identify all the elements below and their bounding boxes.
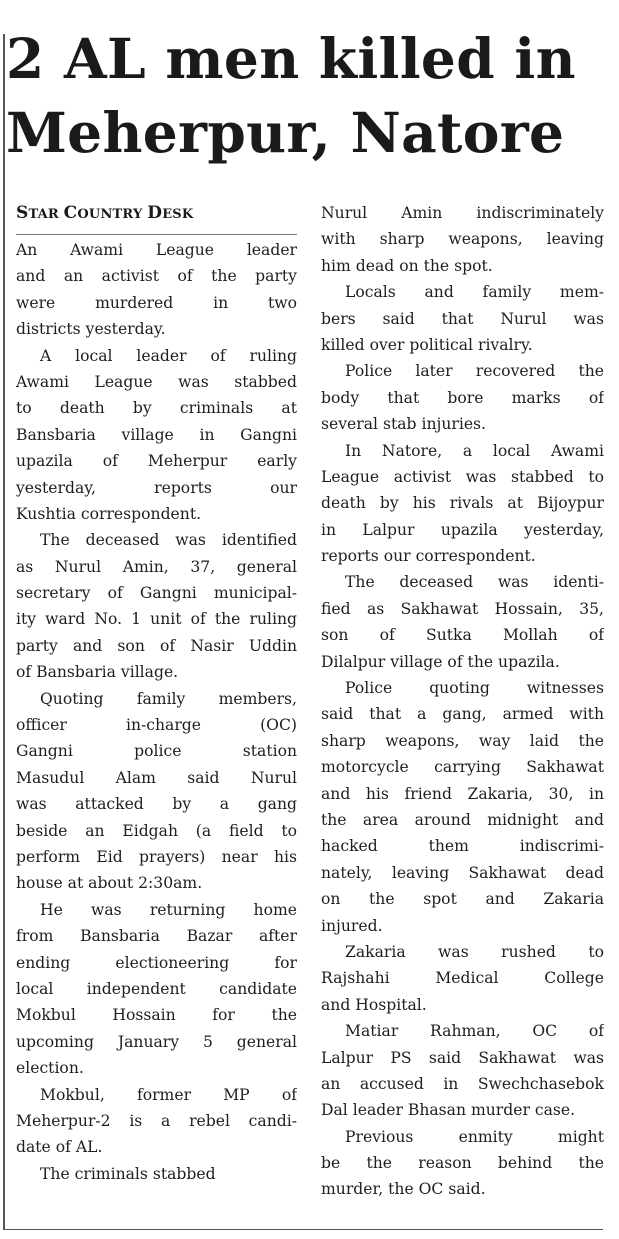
article-line: ending electioneering for bbox=[16, 953, 297, 972]
headline-line: Meherpur, Natore bbox=[6, 100, 565, 165]
article-line: An Awami League leader bbox=[16, 241, 297, 259]
article-line: Nurul Amin indiscriminately bbox=[321, 204, 604, 222]
article-paragraph bbox=[321, 279, 604, 358]
article-line: date of AL. bbox=[16, 1138, 103, 1157]
article-line: fied as Sakhawat Hossain, 35, bbox=[321, 599, 604, 618]
article-line: Lalpur PS said Sakhawat was bbox=[321, 1048, 604, 1067]
article-line: Mokbul, former MP of bbox=[40, 1085, 297, 1104]
article-paragraph bbox=[16, 1161, 297, 1187]
article-line: murder, the OC said. bbox=[321, 1180, 486, 1199]
article-line: with sharp weapons, leaving bbox=[321, 230, 604, 249]
article-line: Quoting family members, bbox=[40, 689, 297, 708]
article-body-right bbox=[321, 200, 604, 1203]
article-line: and an activist of the party bbox=[16, 267, 297, 286]
article-line: election. bbox=[16, 1059, 84, 1078]
article-paragraph bbox=[16, 527, 297, 685]
article-column-left bbox=[16, 200, 297, 1187]
article-line: body that bore marks of bbox=[321, 388, 604, 407]
article-line: be the reason behind the bbox=[321, 1154, 604, 1173]
article-line: perform Eid prayers) near his bbox=[16, 847, 297, 866]
article-paragraph bbox=[16, 686, 297, 897]
article-line: party and son of Nasir Uddin bbox=[16, 636, 297, 655]
byline-rule bbox=[16, 234, 297, 235]
article-line: hacked them indiscrimi- bbox=[321, 837, 604, 856]
article-line: killed over political rivalry. bbox=[321, 335, 533, 354]
article-line: motorcycle carrying Sakhawat bbox=[321, 758, 604, 777]
headline-line: 2 AL men killed in bbox=[6, 26, 576, 91]
article-paragraph bbox=[16, 343, 297, 528]
article-line: Police quoting witnesses bbox=[345, 679, 604, 698]
article-line: on the spot and Zakaria bbox=[321, 890, 604, 909]
article-line: Gangni police station bbox=[16, 742, 297, 761]
article-body-left bbox=[16, 237, 297, 1187]
article-paragraph bbox=[321, 569, 604, 675]
article-paragraph bbox=[321, 675, 604, 939]
article-line: as Nurul Amin, 37, general bbox=[16, 557, 297, 576]
article-line: districts yesterday. bbox=[16, 320, 166, 339]
article-line: house at about 2:30am. bbox=[16, 874, 203, 893]
article-line: to death by criminals at bbox=[16, 399, 297, 418]
article-line: local independent candidate bbox=[16, 979, 297, 998]
article-line: The deceased was identi- bbox=[345, 573, 604, 592]
article-line: He was returning home bbox=[40, 900, 297, 919]
article-line: Matiar Rahman, OC of bbox=[345, 1022, 604, 1041]
article-line: upazila of Meherpur early bbox=[16, 452, 297, 471]
bottom-rule bbox=[3, 1229, 603, 1230]
article-line: was attacked by a gang bbox=[16, 795, 297, 814]
article-line: Rajshahi Medical College bbox=[321, 969, 604, 988]
article-paragraph bbox=[16, 1082, 297, 1161]
article-paragraph bbox=[321, 939, 604, 1018]
article-column-right bbox=[321, 200, 604, 1203]
article-line: Zakaria was rushed to bbox=[345, 942, 604, 961]
article-line: League activist was stabbed to bbox=[321, 467, 604, 486]
article-line: beside an Eidgah (a field to bbox=[16, 821, 297, 840]
article-line: injured. bbox=[321, 916, 383, 935]
byline: STAR COUNTRY DESK bbox=[16, 203, 194, 223]
article-line: officer in-charge (OC) bbox=[16, 716, 297, 735]
article-line: Police later recovered the bbox=[345, 362, 604, 381]
article-line: Dal leader Bhasan murder case. bbox=[321, 1101, 576, 1120]
left-column-rule bbox=[3, 34, 5, 1229]
article-line: Locals and family mem- bbox=[345, 283, 604, 302]
article-line: The criminals stabbed bbox=[40, 1164, 216, 1183]
article-paragraph bbox=[321, 438, 604, 570]
article-paragraph bbox=[16, 237, 297, 343]
article-line: sharp weapons, way laid the bbox=[321, 731, 604, 750]
article-line: Masudul Alam said Nurul bbox=[16, 768, 297, 787]
article-line: him dead on the spot. bbox=[321, 256, 493, 275]
article-line: of Bansbaria village. bbox=[16, 663, 179, 682]
article-line: In Natore, a local Awami bbox=[345, 441, 604, 460]
article-line: death by his rivals at Bijoypur bbox=[321, 494, 604, 513]
article-line: The deceased was identified bbox=[40, 531, 297, 550]
article-paragraph bbox=[321, 358, 604, 437]
article-line: yesterday, reports our bbox=[16, 478, 297, 497]
article-line: A local leader of ruling bbox=[40, 346, 297, 365]
article-line: Mokbul Hossain for the bbox=[16, 1006, 297, 1025]
article-line: said that a gang, armed with bbox=[321, 705, 604, 724]
article-paragraph bbox=[321, 200, 604, 279]
article-line: nately, leaving Sakhawat dead bbox=[321, 863, 604, 882]
article-line: Kushtia correspondent. bbox=[16, 504, 202, 523]
article-line: reports our correspondent. bbox=[321, 547, 536, 566]
article-line: ity ward No. 1 unit of the ruling bbox=[16, 610, 297, 629]
article-line: several stab injuries. bbox=[321, 415, 487, 434]
article-line: the area around midnight and bbox=[321, 810, 604, 829]
article-line: from Bansbaria Bazar after bbox=[16, 927, 297, 946]
article-paragraph bbox=[321, 1018, 604, 1124]
article-line: Awami League was stabbed bbox=[16, 372, 297, 391]
article-line: upcoming January 5 general bbox=[16, 1032, 297, 1051]
article-line: secretary of Gangni municipal- bbox=[16, 584, 297, 603]
headline bbox=[6, 22, 606, 170]
article-line: Previous enmity might bbox=[345, 1127, 604, 1146]
article-paragraph bbox=[16, 897, 297, 1082]
article-line: Meherpur-2 is a rebel candi- bbox=[16, 1111, 297, 1130]
article-line: son of Sutka Mollah of bbox=[321, 626, 604, 645]
article-line: in Lalpur upazila yesterday, bbox=[321, 520, 604, 539]
article-line: and his friend Zakaria, 30, in bbox=[321, 784, 604, 803]
article-line: an accused in Swechchasebok bbox=[321, 1074, 604, 1093]
article-line: were murdered in two bbox=[16, 293, 297, 312]
article-line: bers said that Nurul was bbox=[321, 309, 604, 328]
article-line: Bansbaria village in Gangni bbox=[16, 425, 297, 444]
article-line: Dilalpur village of the upazila. bbox=[321, 652, 560, 671]
article-paragraph bbox=[321, 1124, 604, 1203]
article-line: and Hospital. bbox=[321, 995, 427, 1014]
